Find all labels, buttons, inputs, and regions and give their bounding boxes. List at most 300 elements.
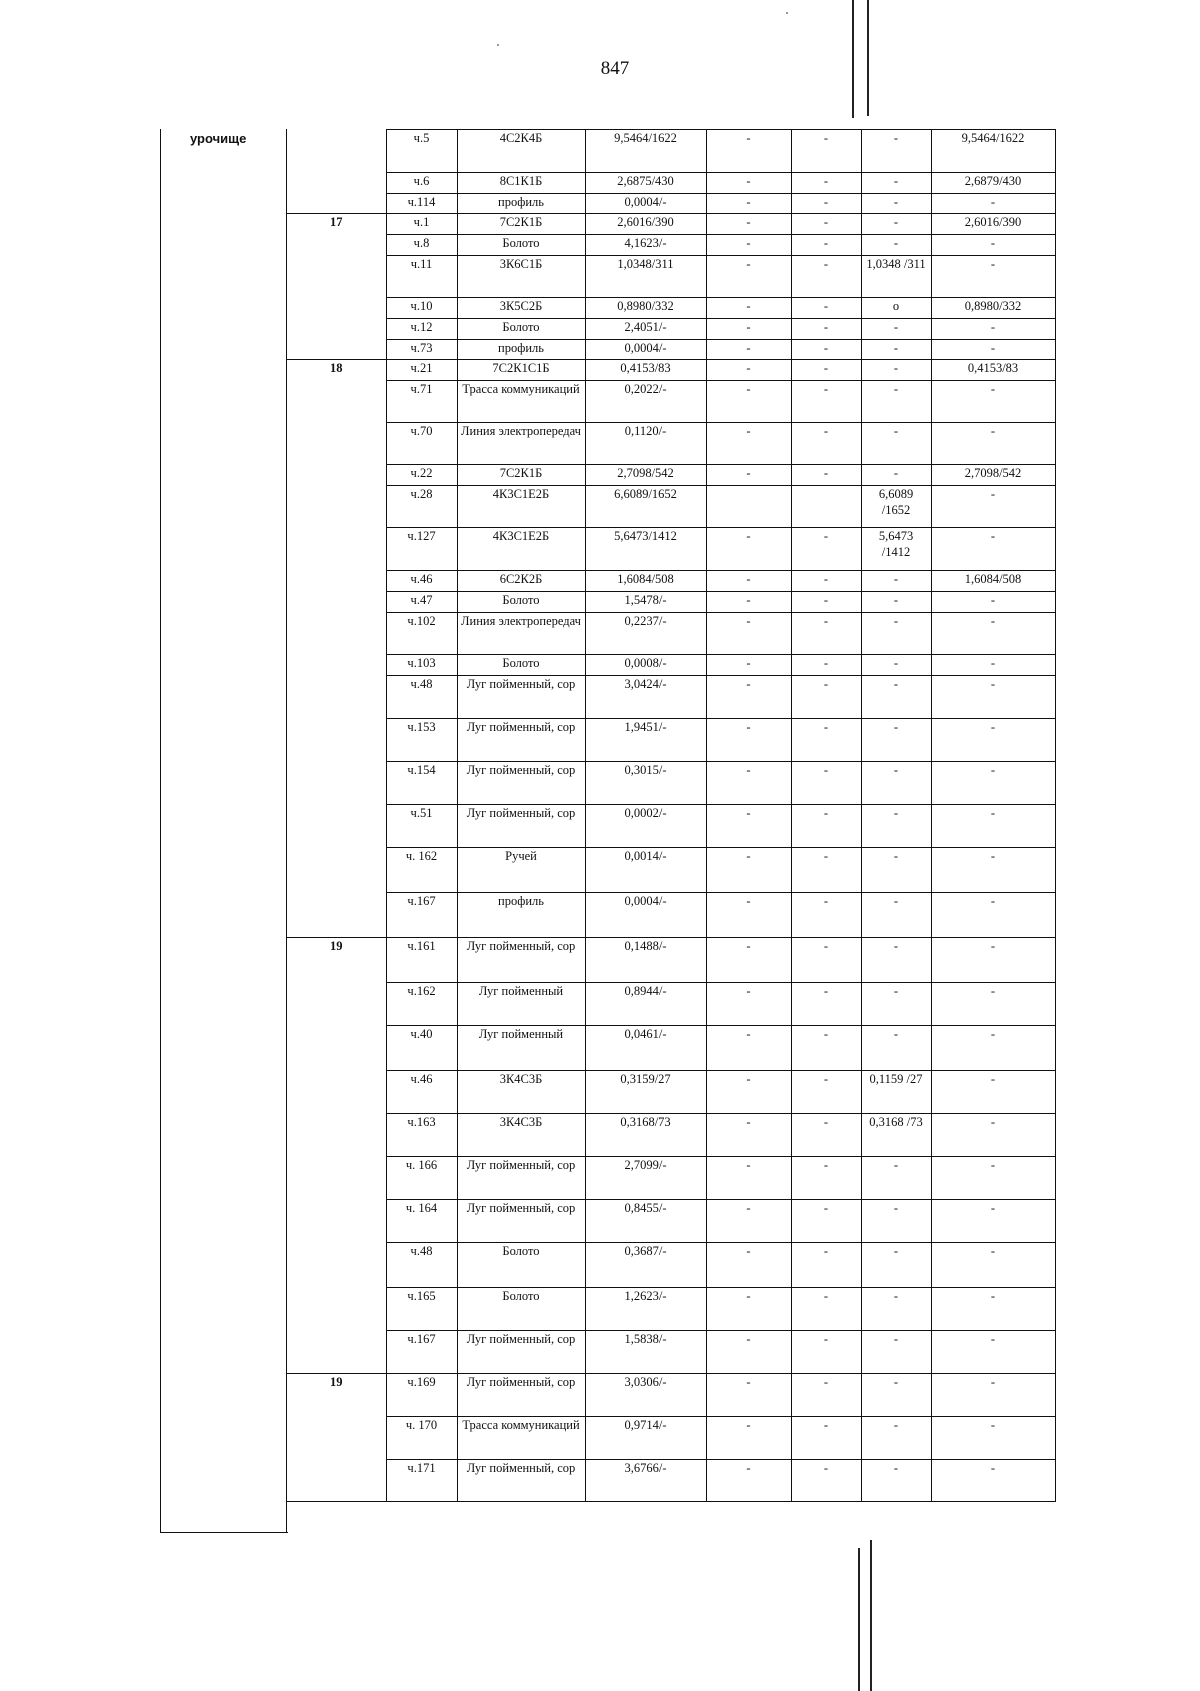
column-7-cell: - <box>861 1331 931 1374</box>
part-number-cell: ч.70 <box>386 423 457 465</box>
block-number-cell <box>287 1026 386 1071</box>
column-5-cell: - <box>706 1243 791 1288</box>
table-row <box>287 319 1055 340</box>
column-8-cell: - <box>931 613 1055 655</box>
column-5-cell: - <box>706 256 791 298</box>
part-number-cell: ч.8 <box>386 235 457 256</box>
column-8-cell: - <box>931 805 1055 848</box>
area-stock-cell: 0,8944/- <box>585 983 706 1026</box>
column-8-cell: - <box>931 1157 1055 1200</box>
area-stock-cell: 1,6084/508 <box>585 571 706 592</box>
table-row <box>287 805 1055 848</box>
composition-cell: Луг пойменный, сор <box>457 1200 585 1243</box>
area-stock-cell: 2,7098/542 <box>585 465 706 486</box>
column-6-cell: - <box>791 360 861 381</box>
column-6-cell: - <box>791 1417 861 1460</box>
column-7-cell: - <box>861 592 931 613</box>
table-row <box>287 893 1055 938</box>
column-5-cell: - <box>706 1374 791 1417</box>
composition-cell: 3К6С1Б <box>457 256 585 298</box>
column-6-cell: - <box>791 571 861 592</box>
left-column-rule <box>160 129 161 1532</box>
table-row <box>287 762 1055 805</box>
column-5-cell: - <box>706 1114 791 1157</box>
scan-speck <box>497 44 499 46</box>
column-6-cell: - <box>791 613 861 655</box>
column-8-cell: - <box>931 592 1055 613</box>
block-number-cell <box>287 893 386 938</box>
part-number-cell: ч.73 <box>386 340 457 360</box>
composition-cell: Луг пойменный <box>457 983 585 1026</box>
column-6-cell: - <box>791 676 861 719</box>
column-8-cell: 2,6016/390 <box>931 214 1055 235</box>
part-number-cell: ч. 170 <box>386 1417 457 1460</box>
composition-cell: 4К3С1Е2Б <box>457 486 585 528</box>
column-5-cell: - <box>706 298 791 319</box>
column-6-cell: - <box>791 592 861 613</box>
column-7-cell: - <box>861 719 931 762</box>
block-number-cell <box>287 805 386 848</box>
column-8-cell: 1,6084/508 <box>931 571 1055 592</box>
table-row <box>287 592 1055 613</box>
column-6-cell: - <box>791 938 861 983</box>
column-6-cell: - <box>791 1026 861 1071</box>
part-number-cell: ч.1 <box>386 214 457 235</box>
block-number-cell <box>287 1417 386 1460</box>
column-8-cell: - <box>931 486 1055 528</box>
column-8-cell: - <box>931 1071 1055 1114</box>
composition-cell: 3К4С3Б <box>457 1071 585 1114</box>
block-number-cell <box>287 298 386 319</box>
column-5-cell: - <box>706 173 791 194</box>
column-5-cell: - <box>706 938 791 983</box>
column-7-cell: - <box>861 381 931 423</box>
composition-cell: Болото <box>457 1243 585 1288</box>
block-number-cell <box>287 762 386 805</box>
column-6-cell: - <box>791 893 861 938</box>
column-6-cell: - <box>791 130 861 173</box>
part-number-cell: ч.5 <box>386 130 457 173</box>
part-number-cell: ч. 162 <box>386 848 457 893</box>
block-number-cell <box>287 381 386 423</box>
block-number-cell <box>287 613 386 655</box>
area-stock-cell: 0,3168/73 <box>585 1114 706 1157</box>
composition-cell: Болото <box>457 592 585 613</box>
block-number-cell <box>287 130 386 173</box>
composition-cell: Луг пойменный, сор <box>457 762 585 805</box>
area-stock-cell: 0,9714/- <box>585 1417 706 1460</box>
area-stock-cell: 2,4051/- <box>585 319 706 340</box>
block-number-cell <box>287 528 386 571</box>
column-7-cell: о <box>861 298 931 319</box>
part-number-cell: ч.46 <box>386 1071 457 1114</box>
table-row <box>287 486 1055 528</box>
block-number-cell <box>287 423 386 465</box>
binding-line <box>867 0 869 116</box>
column-5-cell: - <box>706 423 791 465</box>
composition-cell: 7С2К1Б <box>457 465 585 486</box>
column-6-cell: - <box>791 173 861 194</box>
column-8-cell: - <box>931 655 1055 676</box>
part-number-cell: ч.153 <box>386 719 457 762</box>
part-number-cell: ч.22 <box>386 465 457 486</box>
part-number-cell: ч.154 <box>386 762 457 805</box>
area-stock-cell: 1,5838/- <box>585 1331 706 1374</box>
part-number-cell: ч. 166 <box>386 1157 457 1200</box>
table-row <box>287 173 1055 194</box>
part-number-cell: ч.40 <box>386 1026 457 1071</box>
composition-cell: профиль <box>457 340 585 360</box>
composition-cell: 3К5С2Б <box>457 298 585 319</box>
block-number-cell <box>287 1157 386 1200</box>
area-stock-cell: 3,0424/- <box>585 676 706 719</box>
composition-cell: Болото <box>457 319 585 340</box>
column-5-cell: - <box>706 592 791 613</box>
column-8-cell: - <box>931 983 1055 1026</box>
column-7-cell: - <box>861 1157 931 1200</box>
area-stock-cell: 3,6766/- <box>585 1460 706 1502</box>
column-8-cell: - <box>931 194 1055 214</box>
column-7-cell: - <box>861 848 931 893</box>
column-8-cell: - <box>931 1243 1055 1288</box>
column-8-cell: - <box>931 762 1055 805</box>
composition-cell: Луг пойменный, сор <box>457 1374 585 1417</box>
column-5-cell: - <box>706 1071 791 1114</box>
composition-cell: Трасса коммуникаций <box>457 381 585 423</box>
part-number-cell: ч.28 <box>386 486 457 528</box>
column-7-cell: - <box>861 938 931 983</box>
column-7-cell: 6,6089 /1652 <box>861 486 931 528</box>
part-number-cell: ч.169 <box>386 1374 457 1417</box>
block-number-cell <box>287 340 386 360</box>
composition-cell: Луг пойменный <box>457 1026 585 1071</box>
column-5-cell: - <box>706 1157 791 1200</box>
area-stock-cell: 0,0004/- <box>585 893 706 938</box>
table-row <box>287 1157 1055 1200</box>
part-number-cell: ч.71 <box>386 381 457 423</box>
area-stock-cell: 0,0004/- <box>585 340 706 360</box>
column-5-cell: - <box>706 805 791 848</box>
part-number-cell: ч. 164 <box>386 1200 457 1243</box>
composition-cell: Луг пойменный, сор <box>457 676 585 719</box>
column-6-cell: - <box>791 1331 861 1374</box>
column-7-cell: - <box>861 214 931 235</box>
column-6-cell: - <box>791 423 861 465</box>
column-7-cell: - <box>861 805 931 848</box>
table-row <box>287 983 1055 1026</box>
area-stock-cell: 2,6016/390 <box>585 214 706 235</box>
part-number-cell: ч.10 <box>386 298 457 319</box>
column-8-cell: - <box>931 319 1055 340</box>
composition-cell: профиль <box>457 893 585 938</box>
block-number-cell <box>287 592 386 613</box>
part-number-cell: ч.47 <box>386 592 457 613</box>
column-6-cell: - <box>791 381 861 423</box>
table-row <box>287 235 1055 256</box>
column-5-cell: - <box>706 719 791 762</box>
column-7-cell: - <box>861 360 931 381</box>
area-stock-cell: 0,2022/- <box>585 381 706 423</box>
part-number-cell: ч.114 <box>386 194 457 214</box>
composition-cell: Болото <box>457 655 585 676</box>
block-number-cell <box>287 719 386 762</box>
column-6-cell: - <box>791 1200 861 1243</box>
column-8-cell: - <box>931 1026 1055 1071</box>
composition-cell: 7С2К1С1Б <box>457 360 585 381</box>
forest-parcels-table <box>287 129 1056 1502</box>
area-stock-cell: 0,4153/83 <box>585 360 706 381</box>
table-row <box>287 130 1055 173</box>
composition-cell: 4К3С1Е2Б <box>457 528 585 571</box>
column-8-cell: - <box>931 676 1055 719</box>
column-6-cell <box>791 486 861 528</box>
table-row <box>287 1200 1055 1243</box>
column-5-cell <box>706 486 791 528</box>
composition-cell: Линия электропередач <box>457 613 585 655</box>
column-6-cell: - <box>791 1114 861 1157</box>
composition-cell: Луг пойменный, сор <box>457 719 585 762</box>
column-8-cell: - <box>931 1374 1055 1417</box>
block-number-cell <box>287 1114 386 1157</box>
part-number-cell: ч.127 <box>386 528 457 571</box>
column-8-cell: - <box>931 848 1055 893</box>
table-row <box>287 848 1055 893</box>
column-7-cell: - <box>861 423 931 465</box>
part-number-cell: ч.48 <box>386 1243 457 1288</box>
column-7-cell: - <box>861 983 931 1026</box>
column-7-cell: - <box>861 676 931 719</box>
table-row <box>287 1114 1055 1157</box>
table-row <box>287 676 1055 719</box>
column-7-cell: - <box>861 1460 931 1502</box>
column-8-cell: - <box>931 1200 1055 1243</box>
column-8-cell: - <box>931 1288 1055 1331</box>
column-6-cell: - <box>791 1243 861 1288</box>
table-row <box>287 214 1055 235</box>
column-7-cell: - <box>861 319 931 340</box>
block-number-cell: 19 <box>287 938 386 983</box>
area-stock-cell: 6,6089/1652 <box>585 486 706 528</box>
column-5-cell: - <box>706 130 791 173</box>
area-stock-cell: 4,1623/- <box>585 235 706 256</box>
column-8-cell: - <box>931 423 1055 465</box>
area-stock-cell: 0,1488/- <box>585 938 706 983</box>
area-stock-cell: 1,5478/- <box>585 592 706 613</box>
column-6-cell: - <box>791 1157 861 1200</box>
column-6-cell: - <box>791 298 861 319</box>
column-5-cell: - <box>706 1460 791 1502</box>
column-6-cell: - <box>791 1460 861 1502</box>
part-number-cell: ч.48 <box>386 676 457 719</box>
area-stock-cell: 0,0014/- <box>585 848 706 893</box>
column-5-cell: - <box>706 465 791 486</box>
part-number-cell: ч.163 <box>386 1114 457 1157</box>
area-stock-cell: 0,1120/- <box>585 423 706 465</box>
part-number-cell: ч.11 <box>386 256 457 298</box>
table-row <box>287 1288 1055 1331</box>
block-number-cell: 17 <box>287 214 386 235</box>
column-7-cell: - <box>861 340 931 360</box>
table-row <box>287 1026 1055 1071</box>
column-5-cell: - <box>706 613 791 655</box>
column-7-cell: - <box>861 465 931 486</box>
area-stock-cell: 2,7099/- <box>585 1157 706 1200</box>
table-row <box>287 1071 1055 1114</box>
composition-cell: 6С2К2Б <box>457 571 585 592</box>
column-8-cell: - <box>931 381 1055 423</box>
column-5-cell: - <box>706 214 791 235</box>
block-number-cell <box>287 1288 386 1331</box>
part-number-cell: ч.12 <box>386 319 457 340</box>
column-6-cell: - <box>791 805 861 848</box>
area-stock-cell: 0,8980/332 <box>585 298 706 319</box>
column-5-cell: - <box>706 1417 791 1460</box>
block-number-cell: 18 <box>287 360 386 381</box>
column-7-cell: - <box>861 1417 931 1460</box>
column-6-cell: - <box>791 319 861 340</box>
composition-cell: Луг пойменный, сор <box>457 1331 585 1374</box>
binding-line <box>870 1540 872 1691</box>
column-6-cell: - <box>791 1374 861 1417</box>
column-7-cell: - <box>861 235 931 256</box>
table-row <box>287 1331 1055 1374</box>
area-stock-cell: 0,0461/- <box>585 1026 706 1071</box>
composition-cell: Ручей <box>457 848 585 893</box>
column-5-cell: - <box>706 571 791 592</box>
column-7-cell: - <box>861 1288 931 1331</box>
column-6-cell: - <box>791 848 861 893</box>
block-number-cell <box>287 194 386 214</box>
block-number-cell <box>287 486 386 528</box>
column-7-cell: - <box>861 194 931 214</box>
table-row <box>287 381 1055 423</box>
part-number-cell: ч.21 <box>386 360 457 381</box>
column-8-cell: 0,8980/332 <box>931 298 1055 319</box>
part-number-cell: ч.171 <box>386 1460 457 1502</box>
column-6-cell: - <box>791 1288 861 1331</box>
column-7-cell: - <box>861 762 931 805</box>
block-number-cell <box>287 256 386 298</box>
column-6-cell: - <box>791 465 861 486</box>
composition-cell: профиль <box>457 194 585 214</box>
area-stock-cell: 0,0004/- <box>585 194 706 214</box>
column-8-cell: 2,6879/430 <box>931 173 1055 194</box>
block-number-cell <box>287 319 386 340</box>
area-stock-cell: 0,0002/- <box>585 805 706 848</box>
column-8-cell: - <box>931 1114 1055 1157</box>
table-row <box>287 256 1055 298</box>
column-5-cell: - <box>706 194 791 214</box>
table-row <box>287 360 1055 381</box>
block-number-cell <box>287 1243 386 1288</box>
block-number-cell <box>287 235 386 256</box>
area-stock-cell: 1,9451/- <box>585 719 706 762</box>
column-6-cell: - <box>791 655 861 676</box>
column-6-cell: - <box>791 983 861 1026</box>
column-7-cell: 0,3168 /73 <box>861 1114 931 1157</box>
column-8-cell: - <box>931 528 1055 571</box>
column-7-cell: - <box>861 655 931 676</box>
column-6-cell: - <box>791 194 861 214</box>
column-8-cell: - <box>931 235 1055 256</box>
table-row <box>287 423 1055 465</box>
column-5-cell: - <box>706 1331 791 1374</box>
table-row <box>287 571 1055 592</box>
composition-cell: 8С1К1Б <box>457 173 585 194</box>
block-number-cell <box>287 1200 386 1243</box>
block-number-cell <box>287 1071 386 1114</box>
area-stock-cell: 1,2623/- <box>585 1288 706 1331</box>
part-number-cell: ч.102 <box>386 613 457 655</box>
column-8-cell: - <box>931 256 1055 298</box>
column-8-cell: 9,5464/1622 <box>931 130 1055 173</box>
column-8-cell: - <box>931 893 1055 938</box>
column-8-cell: - <box>931 340 1055 360</box>
page-number: 847 <box>600 58 630 79</box>
area-stock-cell: 0,0008/- <box>585 655 706 676</box>
block-number-cell <box>287 848 386 893</box>
column-5-cell: - <box>706 655 791 676</box>
composition-cell: 4С2К4Б <box>457 130 585 173</box>
block-number-cell <box>287 173 386 194</box>
area-stock-cell: 0,3159/27 <box>585 1071 706 1114</box>
composition-cell: Болото <box>457 235 585 256</box>
column-6-cell: - <box>791 340 861 360</box>
table-row <box>287 340 1055 360</box>
table-row <box>287 1460 1055 1502</box>
left-column-bottom-rule <box>160 1532 288 1533</box>
composition-cell: Луг пойменный, сор <box>457 1157 585 1200</box>
block-number-cell <box>287 1331 386 1374</box>
column-6-cell: - <box>791 256 861 298</box>
part-number-cell: ч.46 <box>386 571 457 592</box>
part-number-cell: ч.167 <box>386 893 457 938</box>
block-number-cell <box>287 983 386 1026</box>
table-row <box>287 1374 1055 1417</box>
column-6-cell: - <box>791 1071 861 1114</box>
column-5-cell: - <box>706 1288 791 1331</box>
block-number-cell <box>287 1460 386 1502</box>
column-7-cell: - <box>861 893 931 938</box>
block-number-cell <box>287 655 386 676</box>
column-8-cell: 2,7098/542 <box>931 465 1055 486</box>
column-7-cell: 1,0348 /311 <box>861 256 931 298</box>
column-5-cell: - <box>706 1200 791 1243</box>
column-8-cell: - <box>931 1417 1055 1460</box>
column-7-cell: - <box>861 173 931 194</box>
area-stock-cell: 2,6875/430 <box>585 173 706 194</box>
column-5-cell: - <box>706 528 791 571</box>
column-7-cell: - <box>861 613 931 655</box>
block-number-cell <box>287 676 386 719</box>
area-stock-cell: 5,6473/1412 <box>585 528 706 571</box>
column-7-cell: - <box>861 571 931 592</box>
part-number-cell: ч.6 <box>386 173 457 194</box>
part-number-cell: ч.103 <box>386 655 457 676</box>
column-8-cell: - <box>931 1460 1055 1502</box>
column-8-cell: - <box>931 938 1055 983</box>
table-row <box>287 465 1055 486</box>
block-number-cell: 19 <box>287 1374 386 1417</box>
area-stock-cell: 3,0306/- <box>585 1374 706 1417</box>
table-row <box>287 938 1055 983</box>
column-6-cell: - <box>791 762 861 805</box>
table-row <box>287 1243 1055 1288</box>
column-5-cell: - <box>706 848 791 893</box>
part-number-cell: ч.162 <box>386 983 457 1026</box>
table-row <box>287 298 1055 319</box>
part-number-cell: ч.51 <box>386 805 457 848</box>
